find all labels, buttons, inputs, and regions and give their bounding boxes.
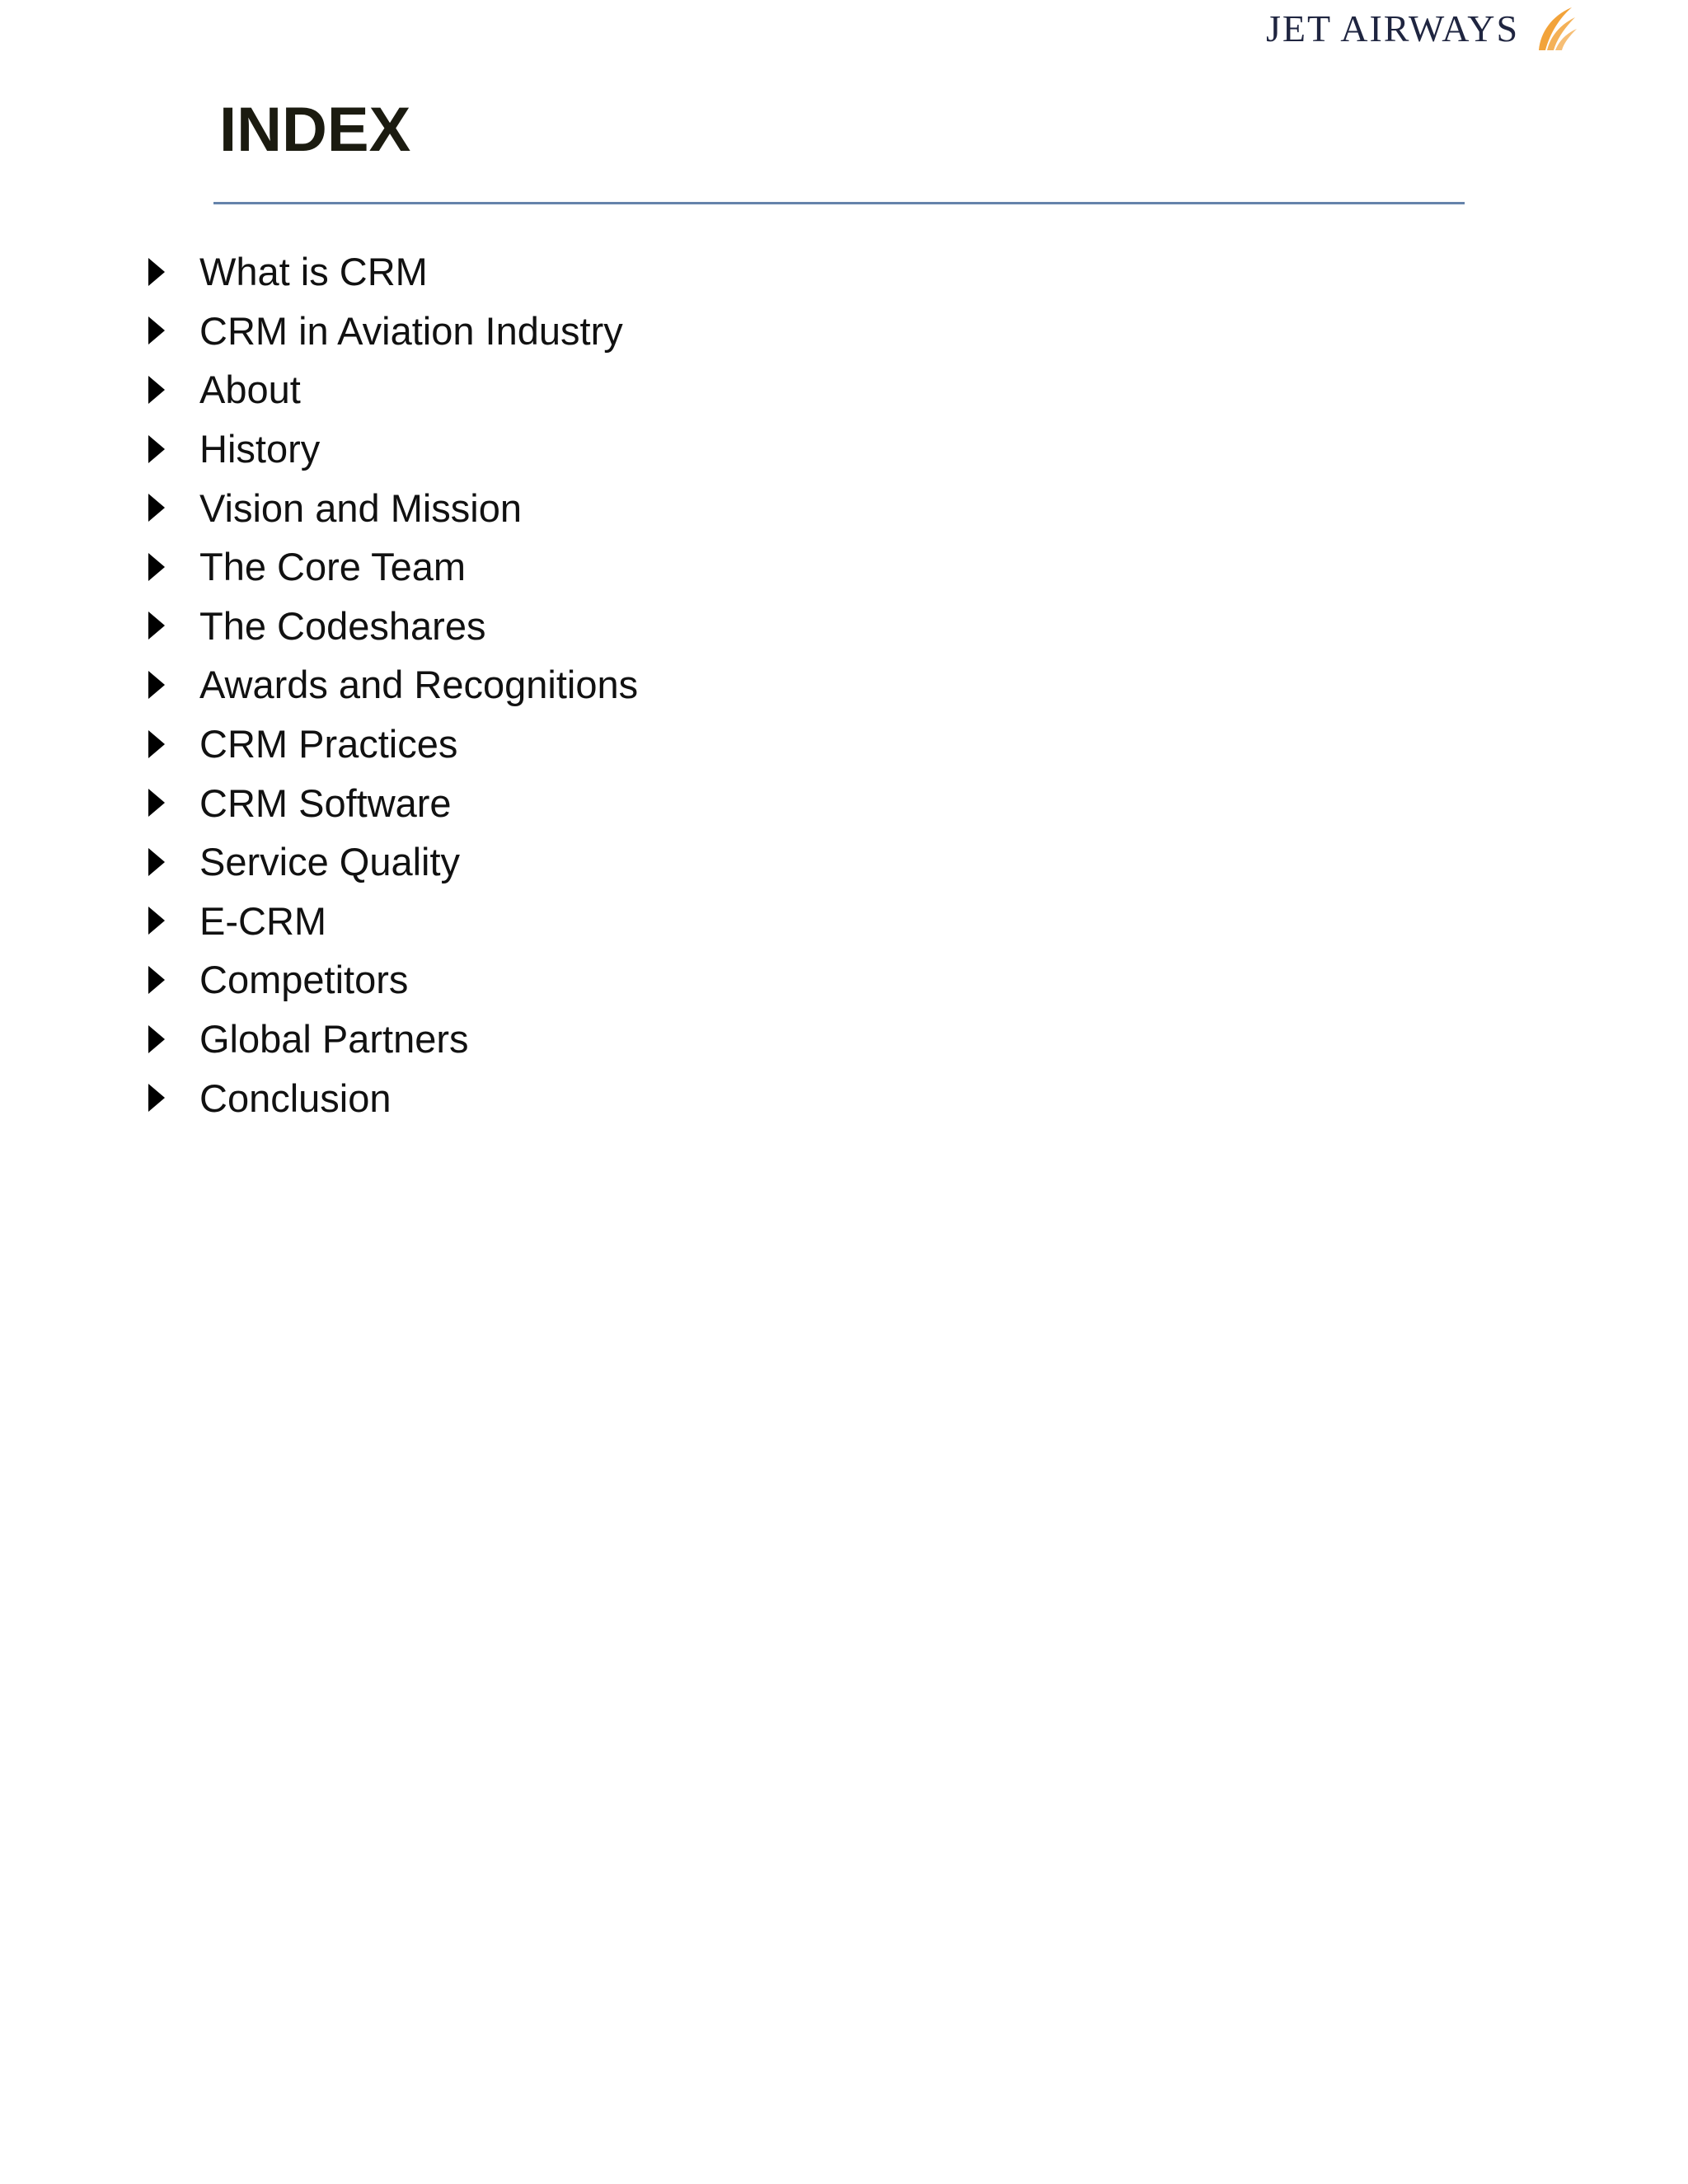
triangle-right-icon — [148, 730, 165, 758]
list-item — [148, 478, 638, 537]
triangle-right-icon — [148, 316, 165, 344]
list-item-label: History — [199, 427, 321, 471]
list-item — [148, 1068, 638, 1127]
sun-logo-icon — [1527, 2, 1580, 55]
triangle-right-icon — [148, 789, 165, 817]
triangle-right-icon — [148, 612, 165, 640]
title-divider — [213, 202, 1465, 204]
triangle-right-icon — [148, 966, 165, 994]
list-item-label: Vision and Mission — [199, 485, 523, 530]
page-title: INDEX — [219, 95, 411, 165]
list-item — [148, 302, 638, 361]
list-item — [148, 715, 638, 774]
list-item — [148, 773, 638, 832]
index-list — [148, 242, 638, 1127]
list-item — [148, 892, 638, 951]
triangle-right-icon — [148, 1025, 165, 1053]
list-item — [148, 360, 638, 419]
list-item — [148, 1010, 638, 1069]
list-item — [148, 419, 638, 479]
list-item — [148, 655, 638, 715]
triangle-right-icon — [148, 671, 165, 699]
triangle-right-icon — [148, 376, 165, 404]
jet-airways-logo — [1266, 0, 1580, 58]
list-item-label: About — [199, 368, 301, 412]
triangle-right-icon — [148, 258, 165, 286]
triangle-right-icon — [148, 907, 165, 935]
list-item-label: What is CRM — [199, 250, 428, 294]
list-item-label: The Core Team — [199, 545, 467, 589]
list-item-label: Awards and Recognitions — [199, 663, 639, 707]
list-item — [148, 597, 638, 656]
list-item-label: Global Partners — [199, 1017, 469, 1062]
list-item — [148, 832, 638, 892]
triangle-right-icon — [148, 553, 165, 581]
list-item-label: The Codeshares — [199, 603, 486, 648]
list-item-label: Conclusion — [199, 1076, 392, 1120]
triangle-right-icon — [148, 494, 165, 522]
list-item — [148, 537, 638, 597]
list-item-label: CRM Software — [199, 780, 452, 825]
list-item-label: Competitors — [199, 958, 409, 1002]
triangle-right-icon — [148, 435, 165, 463]
list-item-label: E-CRM — [199, 898, 327, 943]
logo-wordmark: JET AIRWAYS — [1266, 7, 1520, 49]
triangle-right-icon — [148, 848, 165, 876]
list-item-label: Service Quality — [199, 840, 461, 884]
triangle-right-icon — [148, 1084, 165, 1112]
list-item — [148, 242, 638, 302]
list-item-label: CRM Practices — [199, 722, 458, 766]
list-item-label: CRM in Aviation Industry — [199, 308, 623, 353]
list-item — [148, 950, 638, 1010]
